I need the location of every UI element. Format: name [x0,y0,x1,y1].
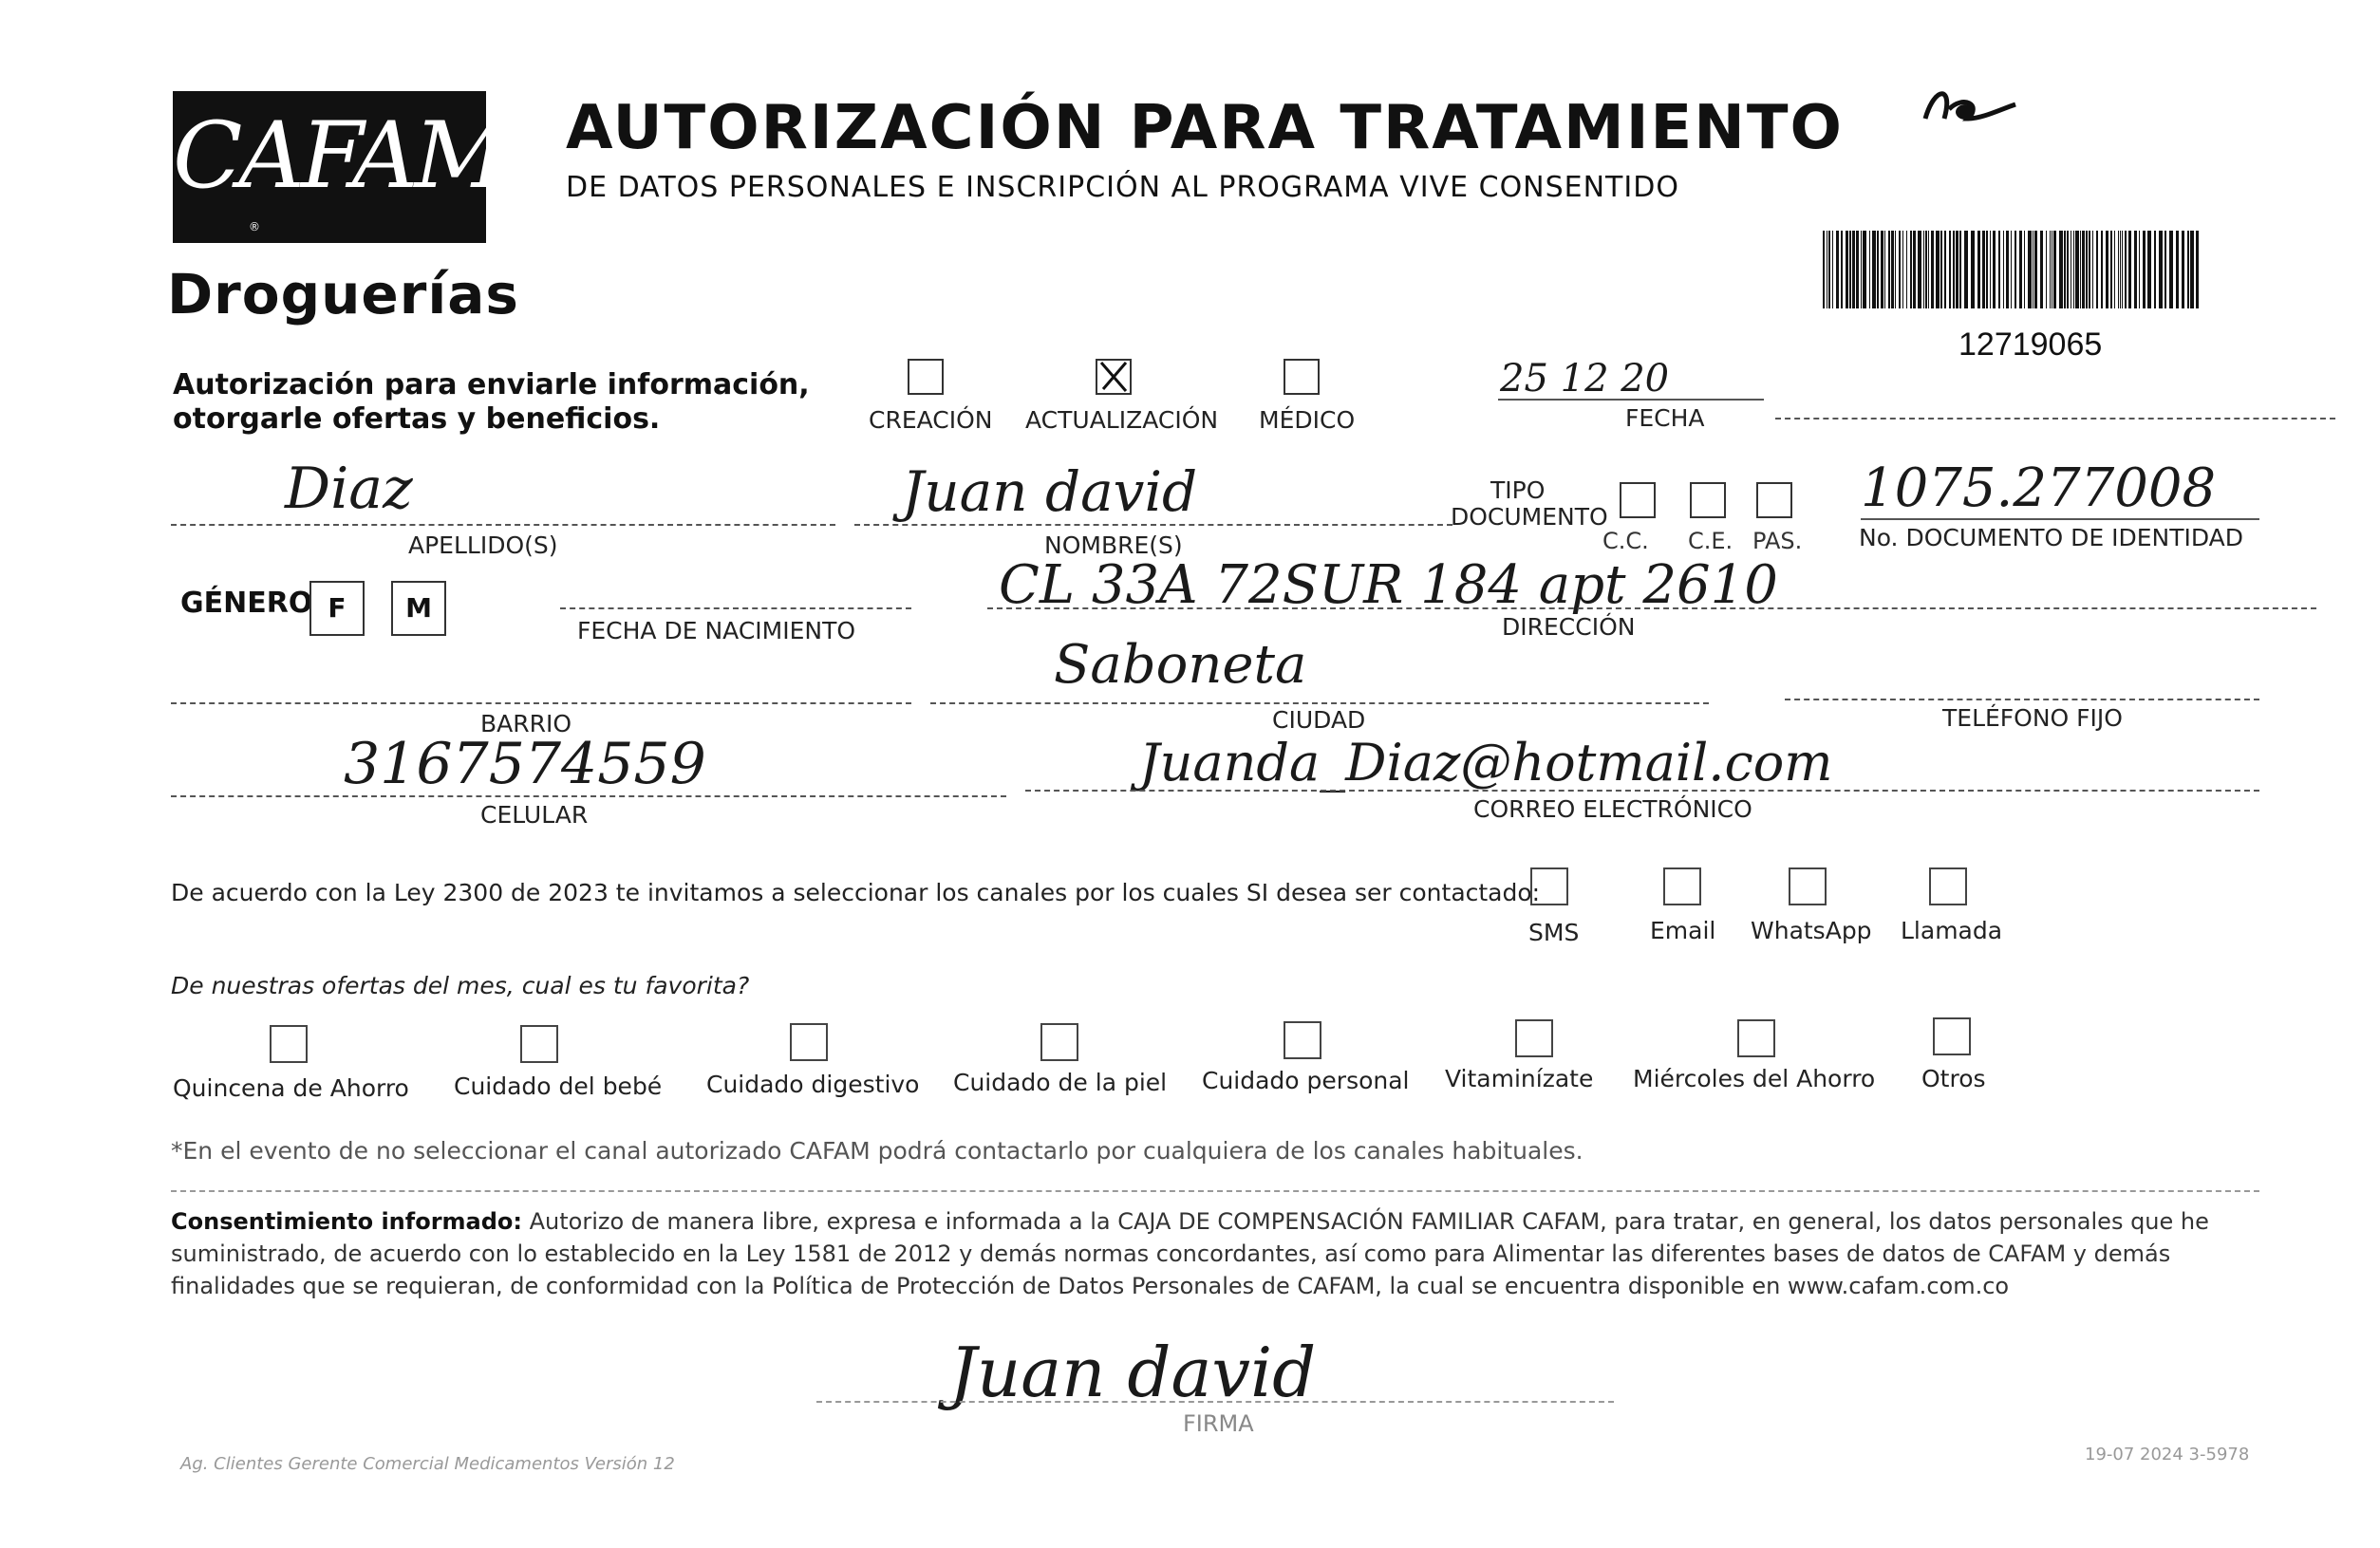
barcode-bar [2011,231,2012,308]
barcode-bar [2196,231,2199,308]
barcode-bar [2101,231,2103,308]
barcode-bar [2086,231,2088,308]
consent-paragraph [171,1205,2269,1302]
barcode-bar [2034,231,2037,308]
barcode-bar [2024,231,2025,308]
barcode-bar [2190,231,2194,308]
apellido-line [171,524,835,526]
nombre-line [854,524,1452,526]
whatsapp-label: WhatsApp [1751,917,1872,944]
barcode-bar [2053,231,2056,308]
offer-label-miercoles: Miércoles del Ahorro [1633,1065,1876,1092]
doc-line [1861,518,2259,520]
barcode-number: 12719065 [1958,326,2103,363]
actualizacion-label: ACTUALIZACIÓN [1025,406,1219,434]
ciudad-label: CIUDAD [1272,706,1366,734]
pas-label: PAS. [1752,528,1803,554]
ce-checkbox[interactable] [1690,482,1726,518]
barcode-bar [1877,231,1879,308]
brand-name: Droguerías [167,262,519,326]
tipo-label-2: DOCUMENTO [1451,503,1608,531]
barcode-bar [1931,231,1934,308]
barcode-bar [2143,231,2146,308]
offer-label-otros: Otros [1921,1065,1986,1092]
date-value: 25 12 20 [1500,357,1670,401]
whatsapp-checkbox[interactable] [1789,867,1827,905]
barcode-bar [1918,231,1921,308]
barcode-bar [2080,231,2081,308]
barcode-bar [2019,231,2022,308]
offer-checkbox-vitaminizate[interactable] [1515,1019,1553,1057]
barcode-bar [2050,231,2051,308]
barcode-bar [1953,231,1955,308]
barcode-bar [1964,231,1968,308]
consent-heading: Consentimiento informado: [171,1208,522,1235]
barcode-bar [1891,231,1894,308]
offer-checkbox-otros[interactable] [1933,1017,1971,1055]
genero-f-checkbox[interactable]: F [309,581,365,636]
pas-checkbox[interactable] [1756,482,1792,518]
scribble-mark-icon [1916,76,2020,133]
section-divider [171,1190,2259,1192]
barcode-bar [1990,231,1991,308]
date-line [1498,399,1764,401]
sms-checkbox[interactable] [1530,867,1568,905]
barcode-bar [2164,231,2166,308]
nombre-label: NOMBRE(S) [1044,532,1183,559]
barcode-bar [2082,231,2085,308]
barcode-bar [1846,231,1848,308]
offer-label-personal: Cuidado personal [1202,1067,1410,1094]
logo-text: CAFAM [173,103,504,209]
barcode-bar [2159,231,2163,308]
dashed-line [1775,418,2335,420]
barcode-bar [2120,231,2121,308]
barcode-bar [2169,231,2173,308]
barcode-bar [1906,231,1907,308]
offer-checkbox-piel[interactable] [1040,1023,1078,1061]
correo-line [1025,790,2259,792]
barcode-bar [2125,231,2127,308]
barcode-bar [1971,231,1975,308]
doc-label: No. DOCUMENTO DE IDENTIDAD [1859,524,2244,551]
barcode-bar [1986,231,1988,308]
barcode-bar [1823,231,1825,308]
barcode-bar [2110,231,2112,308]
offer-label-bebe: Cuidado del bebé [454,1072,663,1100]
barcode-bar [2059,231,2063,308]
barcode-bar [1836,231,1839,308]
barcode-bar [1923,231,1924,308]
offer-label-digestivo: Cuidado digestivo [706,1071,920,1098]
registered-mark: ® [249,220,260,233]
barcode-bar [2096,231,2098,308]
channel-note: *En el evento de no seleccionar el canal autorizado CAFAM podrá contactarlo por cualquiera de los canales habituales. [171,1137,1584,1165]
barcode-bar [1902,231,1903,308]
sms-label: SMS [1528,919,1580,946]
date-label: FECHA [1625,404,1705,432]
barcode-bar [2118,231,2119,308]
nacimiento-line [560,607,911,609]
barcode-bar [2182,231,2184,308]
footer-left: Ag. Clientes Gerente Comercial Medicamentos Versión 12 [180,1454,675,1474]
signature-label: FIRMA [1183,1410,1254,1437]
barcode-bar [1895,231,1896,308]
barcode-bar [1949,231,1951,308]
barcode-bar [2040,231,2043,308]
barcode-bar [1925,231,1927,308]
email-label: Email [1650,917,1716,944]
tipo-label-1: TIPO [1490,476,1546,504]
form-subtitle: DE DATOS PERSONALES E INSCRIPCIÓN AL PROGRAMA VIVE CONSENTIDO [566,171,1679,204]
signature-value: Juan david [949,1333,1317,1412]
intro-line-2: otorgarle ofertas y beneficios. [173,402,661,436]
offer-label-piel: Cuidado de la piel [953,1069,1168,1096]
checked-x-icon [1097,361,1130,393]
barcode-bar [1884,231,1885,308]
barcode-bar [2134,231,2137,308]
offer-checkbox-personal[interactable] [1284,1021,1321,1059]
offer-checkbox-bebe[interactable] [520,1025,558,1063]
barcode-bar [1861,231,1862,308]
barcode-bar [1841,231,1843,308]
correo-label: CORREO ELECTRÓNICO [1473,795,1752,823]
email-checkbox[interactable] [1663,867,1701,905]
celular-line [171,795,1006,797]
footer-right: 19-07 2024 3-5978 [2085,1445,2250,1464]
creacion-label: CREACIÓN [869,406,993,434]
consent-text: Autorizo de manera libre, expresa e informada a la CAJA DE COMPENSACIÓN FAMILIAR CAFAM, para tratar, en general, los datos personales que he suministrado, de acuerdo con lo establecido en la Ley 1581 de 2012 y demás normas concordantes, así como para Alimentar las diferentes bases de datos de CAFAM y demás finalidades que se requieran, de conformidad con la Política de Protección de Datos Personales de CAFAM, la cual se encuentra disponible en www.cafam.com.co [171,1208,2209,1299]
nacimiento-label: FECHA DE NACIMIENTO [577,617,856,644]
cc-label: C.C. [1602,528,1649,554]
barcode-bar [2075,231,2079,308]
barcode [1823,231,2202,308]
llamada-label: Llamada [1901,917,2003,944]
barcode-bar [1982,231,1985,308]
barrio-line [171,702,911,704]
barcode-bar [2073,231,2074,308]
channels-text: De acuerdo con la Ley 2300 de 2023 te invitamos a seleccionar los canales por los cuales SI desea ser contactado: [171,879,1541,906]
barcode-bar [1849,231,1851,308]
creacion-checkbox[interactable] [908,359,944,395]
actualizacion-checkbox[interactable] [1096,359,1132,395]
direccion-value: CL 33A 72SUR 184 apt 2610 [999,554,1778,616]
barcode-bar [1899,231,1901,308]
cafam-logo [173,91,504,243]
barcode-bar [2089,231,2090,308]
barcode-bar [2046,231,2047,308]
barcode-bar [1881,231,1883,308]
barcode-bar [2006,231,2009,308]
barcode-bar [1944,231,1946,308]
apellido-value: Diaz [285,456,413,522]
correo-value: Juanda_Diaz@hotmail.com [1139,733,1833,793]
barcode-bar [2003,231,2004,308]
barcode-bar [2147,231,2151,308]
offer-label-vitaminizate: Vitaminízate [1445,1065,1594,1092]
barcode-bar [1993,231,1996,308]
genero-label: GÉNERO [180,587,313,620]
ce-label: C.E. [1688,528,1733,554]
barcode-bar [1959,231,1961,308]
barcode-bar [1863,231,1866,308]
barcode-bar [2154,231,2156,308]
barcode-bar [1998,231,2000,308]
barcode-bar [2128,231,2131,308]
barcode-bar [1869,231,1870,308]
apellido-label: APELLIDO(S) [408,532,558,559]
medico-label: MÉDICO [1259,406,1356,434]
barcode-bar [1910,231,1912,308]
form-title: AUTORIZACIÓN PARA TRATAMIENTO [566,93,1844,163]
barcode-bar [2114,231,2115,308]
intro-line-1: Autorización para enviarle información, [173,368,810,401]
barcode-bar [2064,231,2066,308]
barcode-bar [1852,231,1855,308]
barcode-bar [2067,231,2069,308]
offer-checkbox-digestivo[interactable] [790,1023,828,1061]
celular-value: 3167574559 [344,731,706,797]
offer-checkbox-quincena[interactable] [270,1025,308,1063]
ciudad-value: Saboneta [1054,634,1307,696]
ciudad-line [930,702,1709,704]
barcode-bar [2122,231,2123,308]
barcode-bar [1856,231,1859,308]
celular-label: CELULAR [480,801,589,829]
offers-question: De nuestras ofertas del mes, cual es tu favorita? [171,972,750,999]
barcode-bar [1936,231,1940,308]
barcode-bar [1888,231,1890,308]
offer-label-quincena: Quincena de Ahorro [173,1074,409,1102]
medico-checkbox[interactable] [1284,359,1320,395]
barcode-bar [2015,231,2016,308]
barcode-bar [2106,231,2108,308]
barcode-bar [1832,231,1833,308]
barrio-label: BARRIO [480,710,572,737]
doc-value: 1075.277008 [1861,457,2217,519]
cc-checkbox[interactable] [1620,482,1656,518]
barcode-bar [1956,231,1958,308]
signature-line [816,1401,1614,1403]
barcode-bar [1828,231,1830,308]
barcode-bar [1940,231,1942,308]
telefono-line [1785,699,2259,700]
barcode-bar [2139,231,2140,308]
barcode-bar [2028,231,2032,308]
barcode-bar [1913,231,1916,308]
genero-m-checkbox[interactable]: M [391,581,446,636]
direccion-label: DIRECCIÓN [1502,613,1636,641]
nombre-value: Juan david [902,459,1198,524]
barcode-bar [1872,231,1876,308]
direccion-line [987,607,2316,609]
barcode-bar [2092,231,2093,308]
barcode-bar [2176,231,2179,308]
telefono-label: TELÉFONO FIJO [1942,704,2123,732]
barcode-bar [1977,231,1980,308]
llamada-checkbox[interactable] [1929,867,1967,905]
offer-checkbox-miercoles[interactable] [1737,1019,1775,1057]
barcode-bar [2187,231,2189,308]
barcode-bar [1928,231,1929,308]
